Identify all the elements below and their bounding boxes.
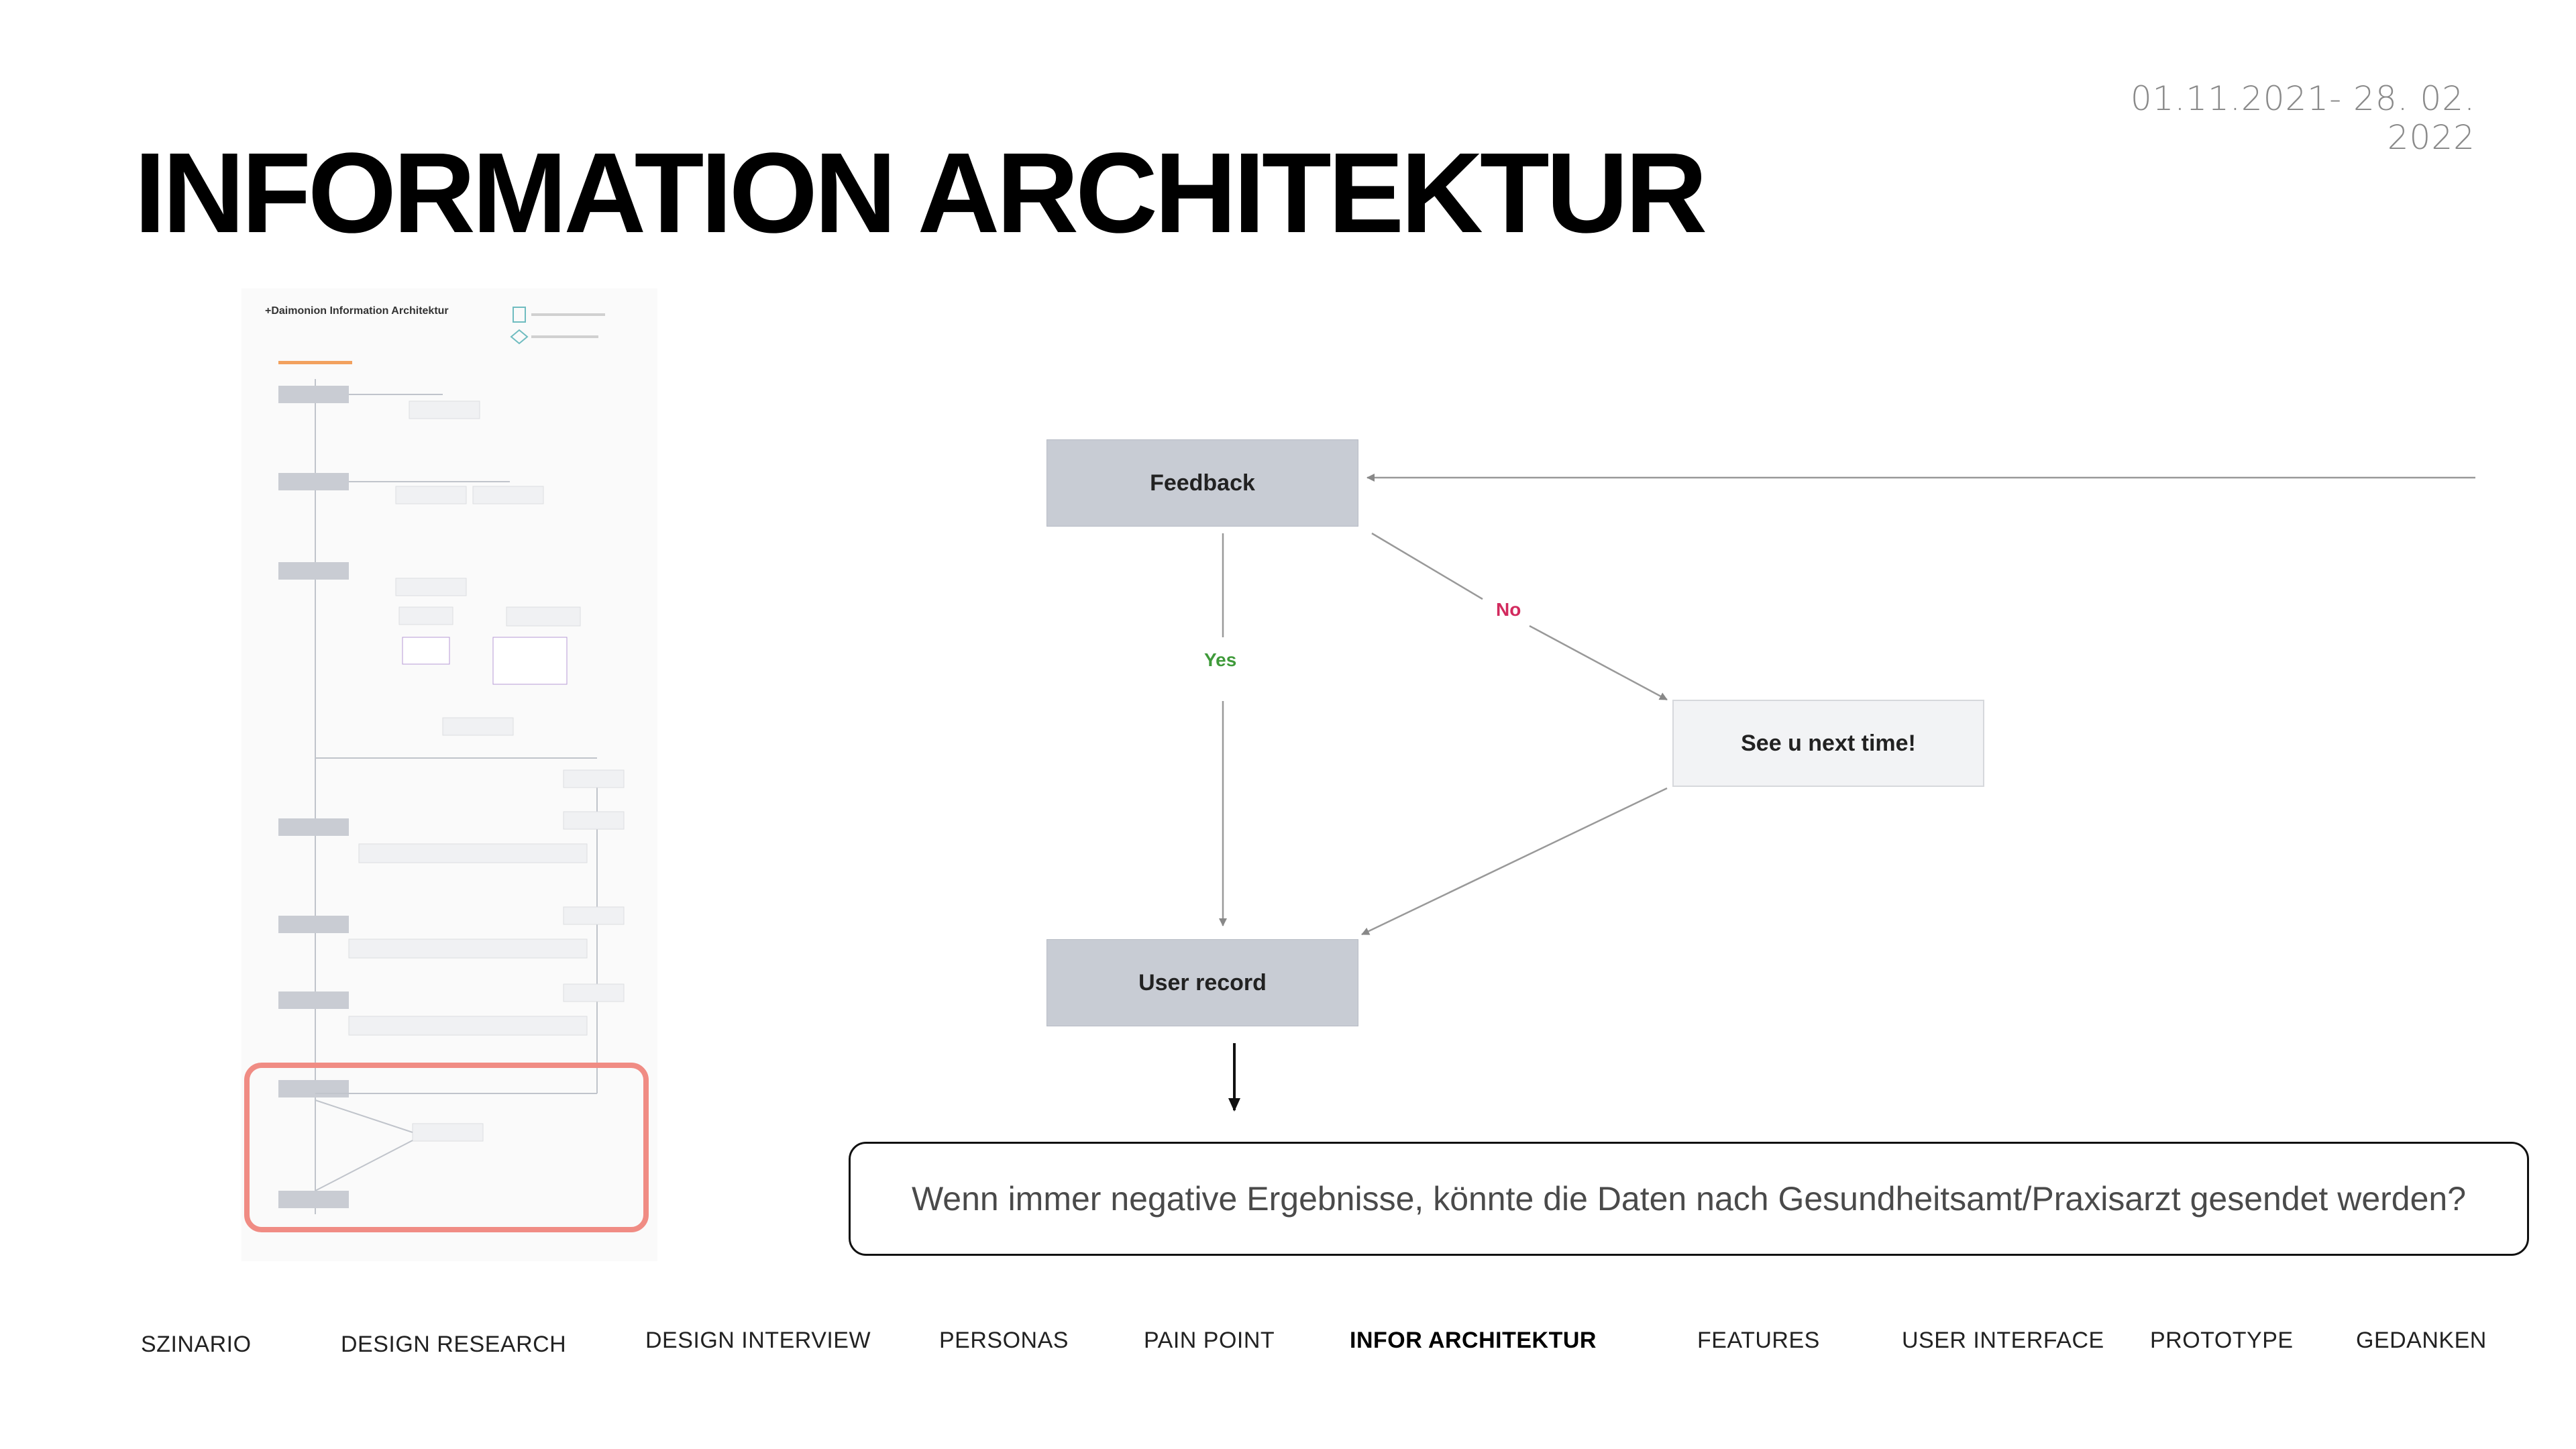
no-edge-top [1372, 533, 1483, 599]
page-title: INFORMATION ARCHITEKTUR [134, 129, 1705, 257]
nav-item-design-research[interactable]: DESIGN RESEARCH [341, 1332, 567, 1357]
section-nav [0, 1325, 2576, 1365]
no-edge-bottom [1529, 626, 1667, 700]
see-you-next-time-node[interactable]: See u next time! [1672, 700, 1984, 787]
no-label: No [1496, 599, 1521, 620]
nav-item-features[interactable]: FEATURES [1697, 1328, 1820, 1353]
overview-title: +Daimonion Information Architektur [265, 305, 449, 317]
nav-item-prototype[interactable]: PROTOTYPE [2150, 1328, 2294, 1353]
nav-item-design-interview[interactable]: DESIGN INTERVIEW [645, 1328, 871, 1353]
nav-item-user-interface[interactable]: USER INTERFACE [1902, 1328, 2104, 1353]
user-record-node[interactable]: User record [1046, 939, 1358, 1026]
date-range: 01.11.2021- 28. 02. 2022 [2130, 79, 2475, 157]
nav-item-szinario[interactable]: SZINARIO [141, 1332, 252, 1357]
nav-item-gedanken[interactable]: GEDANKEN [2356, 1328, 2487, 1353]
nav-item-pain-point[interactable]: PAIN POINT [1144, 1328, 1275, 1353]
yes-label: Yes [1204, 649, 1237, 670]
nav-item-personas[interactable]: PERSONAS [939, 1328, 1069, 1353]
nav-item-infor-architektur[interactable]: INFOR ARCHITEKTUR [1350, 1328, 1597, 1353]
feedback-node[interactable]: Feedback [1046, 439, 1358, 527]
see-to-record-edge [1362, 788, 1667, 934]
question-box: Wenn immer negative Ergebnisse, könnte die Daten nach Gesundheitsamt/Praxisarzt gesendet werden? [849, 1142, 2529, 1256]
